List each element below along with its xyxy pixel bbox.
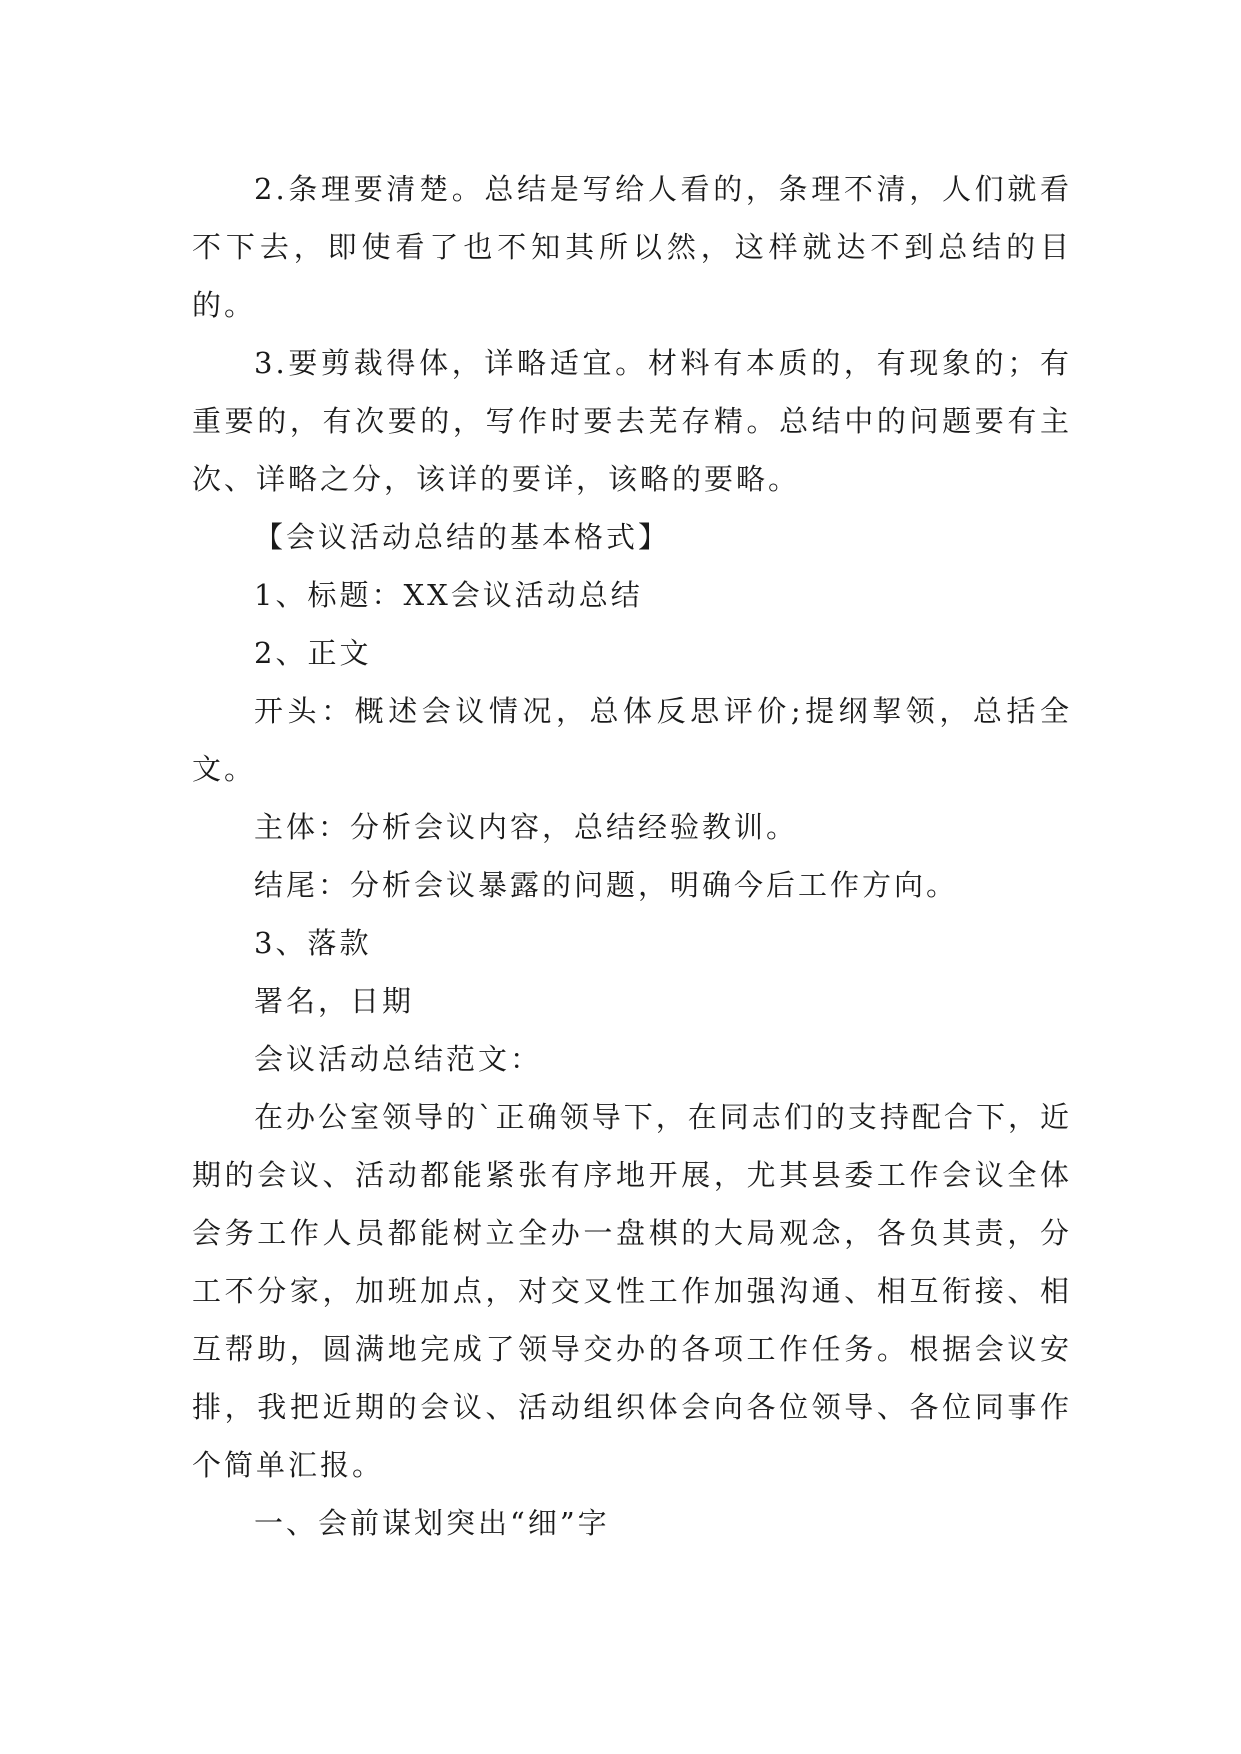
body-ending: 结尾：分析会议暴露的问题，明确今后工作方向。 [254,868,959,902]
body-main: 主体：分析会议内容，总结经验教训。 [254,810,799,844]
section-heading-format: 【会议活动总结的基本格式】 [254,520,671,554]
body-opening: 开头：概述会议情况，总体反思评价;提纲挈领，总括全文。 [192,694,1072,786]
sample-paragraph: 在办公室领导的`正确领导下，在同志们的支持配合下，近期的会议、活动都能紧张有序地开展，尤其县委工作会议全体会务工作人员都能树立全办一盘棋的大局观念，各负其责，分工不分家，加班加点，对交叉性工作加强沟通、相互衔接、相互帮助，圆满地完成了领导交办的各项工作任务。根据会议安排，我把近期的会议、活动组织体会向各位领导、各位同事作个简单汇报。 [192,1100,1072,1482]
paragraph-cropping: 3.要剪裁得体，详略适宜。材料有本质的，有现象的；有重要的，有次要的，写作时要去芜存精。总结中的问题要有主次、详略之分，该详的要详，该略的要略。 [192,346,1072,496]
paragraph-clarity: 2.条理要清楚。总结是写给人看的，条理不清，人们就看不下去，即使看了也不知其所以然，这样就达不到总结的目的。 [192,172,1072,322]
section-heading-pre-meeting: 一、会前谋划突出“细”字 [254,1506,610,1540]
signature-date: 署名，日期 [254,984,415,1018]
format-item-title: 1、标题：XX会议活动总结 [254,578,643,612]
format-item-body: 2、正文 [254,636,372,670]
format-item-signature: 3、落款 [254,926,372,960]
sample-heading: 会议活动总结范文： [254,1042,543,1076]
